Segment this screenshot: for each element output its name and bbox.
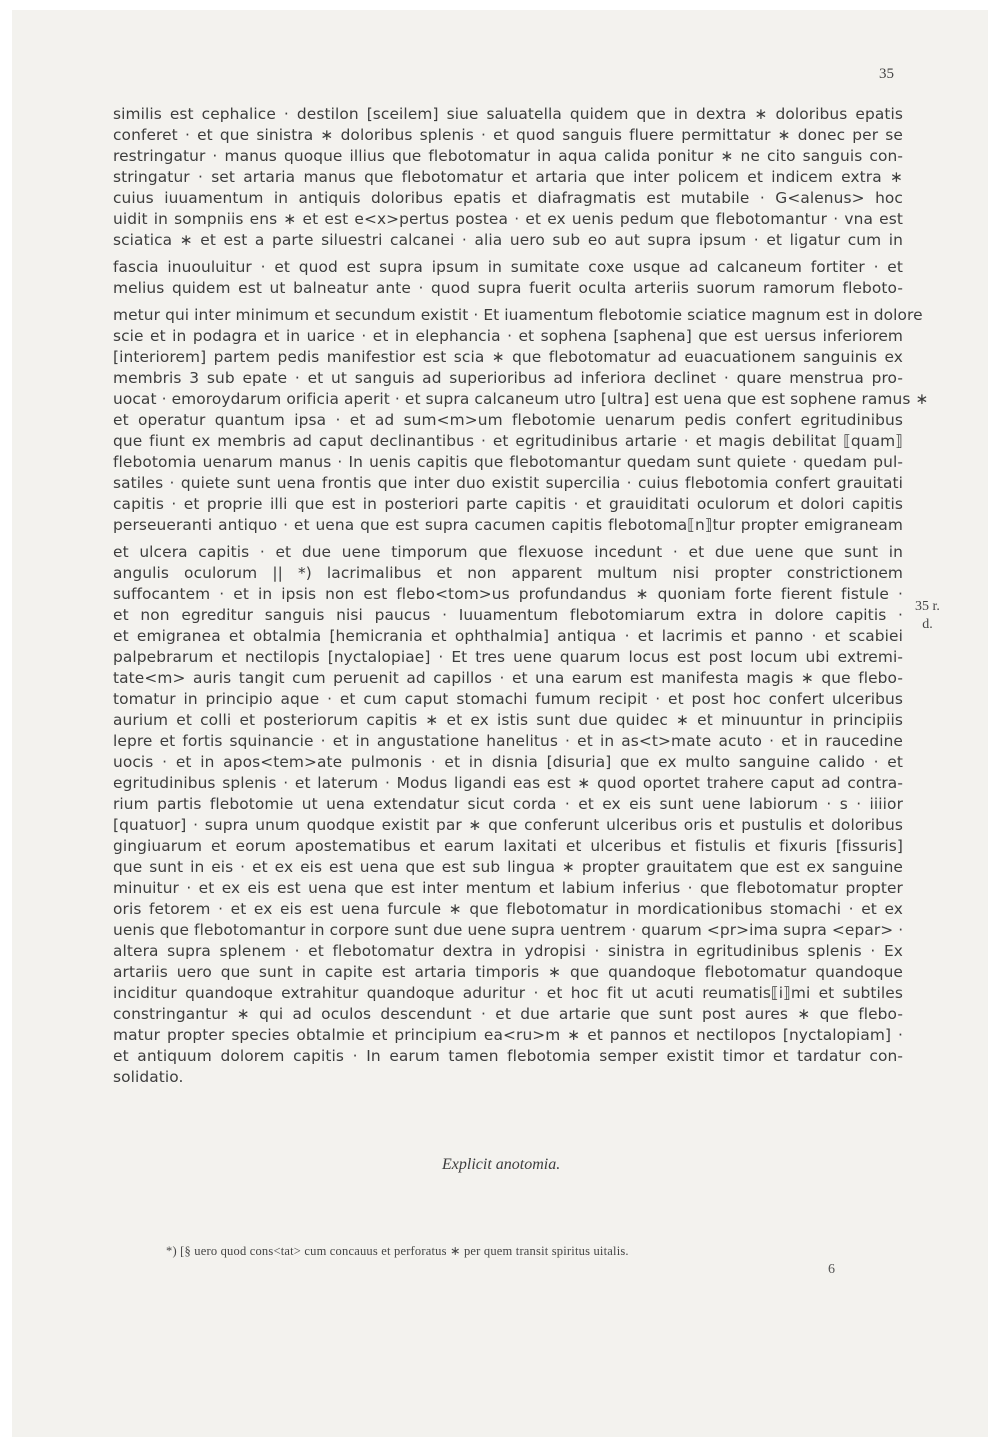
signature-mark: 6 (828, 1262, 835, 1277)
margin-note (915, 598, 940, 634)
page-number: 35 (879, 66, 894, 82)
text-line: constringantur ∗ qui ad oculos descendunt · et due artarie que sunt post aures ∗ que flebo- (113, 1005, 903, 1023)
text-line: similis est cephalice · destilon [sceilem] siue saluatella quidem que in dextra ∗ doloribus epatis (113, 105, 903, 123)
text-line: minuitur · et ex eis est uena que est inter mentum et labium inferius · que flebotomatur propter (113, 879, 903, 897)
text-line: artariis uero que sunt in capite est artaria timporis ∗ que quandoque flebotomatur quandoque (113, 963, 903, 981)
text-line: [interiorem] partem pedis manifestior est scia ∗ que flebotomatur ad euacuationem sanguinis ex (113, 348, 903, 366)
text-line: fascia inuouluitur · et quod est supra ipsum in sumitate coxe usque ad calcaneum fortiter · et (113, 258, 903, 276)
text-line: egritudinibus splenis · et laterum · Modus ligandi eas est ∗ quod oportet trahere caput ad contra- (113, 774, 903, 792)
text-line: tate<m> auris tangit cum peruenit ad capillos · et una earum est manifesta magis ∗ que flebo- (113, 669, 903, 687)
text-line: uenis que flebotomantur in corpore sunt due uene supra uentrem · quarum <pr>ima supra <epar> · (113, 921, 904, 939)
text-line: et antiquum dolorem capitis · In earum tamen flebotomia semper existit timor et tardatur con- (113, 1047, 903, 1065)
text-line: matur propter species obtalmie et principium ea<ru>m ∗ et pannos et nectilopos [nyctalopiam] · (113, 1026, 903, 1044)
explicit-heading: Explicit anotomia. (442, 1156, 561, 1173)
text-line: [quatuor] · supra unum quodque existit par ∗ que conferunt ulceribus oris et pustulis et doloribus (113, 816, 903, 834)
text-line: uocat · emoroydarum orificia aperit · et supra calcaneum utro [ultra] est uena que est sophene ramus ∗ (113, 390, 929, 408)
margin-note-side: d. (922, 617, 933, 632)
text-line: aurium et colli et posteriorum capitis ∗ et ex istis sunt due quidec ∗ et minuuntur in principiis (113, 711, 903, 729)
text-line: solidatio. (113, 1068, 184, 1086)
text-line: uocis · et in apos<tem>ate pulmonis · et in disnia [disuria] que ex multo sanguine calido · et (113, 753, 903, 771)
text-line: restringatur · manus quoque illius que flebotomatur in aqua calida ponitur ∗ ne cito sanguis con- (113, 147, 903, 165)
text-line: satiles · quiete sunt uena frontis que inter duo existit supercilia · cuius flebotomia confert grauitati (113, 474, 903, 492)
text-line: melius quidem est ut balneatur ante · quod supra fuerit oculta arteriis suorum ramorum fleboto- (113, 279, 903, 297)
text-line: et ulcera capitis · et due uene timporum que flexuose incedunt · et due uene que sunt in (113, 543, 903, 561)
text-line: scie et in podagra et in uarice · et in elephancia · et sophena [saphena] que est uersus inferiorem (113, 327, 903, 345)
text-line: flebotomia uenarum manus · In uenis capitis que flebotomantur quedam sunt quiete · quedam pul- (113, 453, 903, 471)
text-line: que sunt in eis · et ex eis est uena que est sub lingua ∗ propter grauitatem que est ex sanguine (113, 858, 903, 876)
text-line: uidit in sompniis ens ∗ et est e<x>pertus postea · et ex uenis pedum que flebotomantur · vna est (113, 210, 903, 228)
text-line: et emigranea et obtalmia [hemicrania et ophthalmia] antiqua · et lacrimis et panno · et scabiei (113, 627, 903, 645)
text-line: metur qui inter minimum et secundum existit · Et iuamentum flebotomie sciatice magnum est in dolore (113, 306, 923, 324)
text-line: oris fetorem · et ex eis est uena furcule ∗ que flebotomatur in mordicationibus stomachi · et ex (113, 900, 903, 918)
text-line: palpebrarum et nectilopis [nyctalopiae] · Et tres uene quarum locus est post locum ubi extremi- (113, 648, 903, 666)
text-line: rium partis flebotomie ut uena extendatur sicut corda · et ex eis sunt uene labiorum · s · iiiior (113, 795, 903, 813)
text-line: stringatur · set artaria manus que flebotomatur et artaria que inter policem et indicem extra ∗ (113, 168, 903, 186)
text-line: capitis · et proprie illi que est in posteriori parte capitis · et grauiditati oculorum et dolori capitis (113, 495, 903, 513)
footnote: *) [§ uero quod cons<tat> cum concauus et perforatus ∗ per quem transit spiritus uitalis. (166, 1244, 629, 1258)
text-line: angulis oculorum || *) lacrimalibus et non apparent multum nisi propter constrictionem (113, 564, 903, 582)
text-line: inciditur quandoque extrahitur quandoque aduritur · et hoc fit ut acuti reumatis⟦i⟧mi et subtiles (113, 984, 903, 1002)
text-line: perseueranti antiquo · et uena que est supra cacumen capitis flebotoma⟦n⟧tur propter emigraneam (113, 516, 903, 534)
text-line: que fiunt ex membris ad caput declinantibus · et egritudinibus artarie · et magis debilitat ⟦quam⟧ (113, 432, 903, 450)
text-line: suffocantem · et in ipsis non est flebo<tom>us profundandus ∗ quoniam forte fierent fistule · (113, 585, 903, 603)
text-line: cuius iuuamentum in antiquis doloribus epatis et diafragmatis est mutabile · G<alenus> hoc (113, 189, 903, 207)
text-line: conferet · et que sinistra ∗ doloribus splenis · et quod sanguis fluere permittatur ∗ donec per se (113, 126, 903, 144)
margin-note-folio: 35 r. (915, 599, 940, 614)
text-line: et non egreditur sanguis nisi paucus · Iuuamentum flebotomiarum extra in dolore capitis · (113, 606, 903, 624)
text-line: membris 3 sub epate · et ut sanguis ad superioribus ad inferiora declinet · quare menstrua pro- (113, 369, 903, 387)
text-line: sciatica ∗ et est a parte siluestri calcanei · alia uero sub eo aut supra ipsum · et ligatur cum in (113, 231, 903, 249)
text-line: tomatur in principio aque · et cum caput stomachi fumum recipit · et post hoc confert ulceribus (113, 690, 903, 708)
text-line: et operatur quantum ipsa · et ad sum<m>um flebotomie uenarum pedis confert egritudinibus (113, 411, 903, 429)
text-line: gingiuarum et eorum apostematibus et earum laxitati et ulceribus et fistulis et fixuris [fissuris] (113, 837, 903, 855)
text-line: altera supra splenem · et flebotomatur dextra in ydropisi · sinistra in egritudinibus splenis · Ex (113, 942, 903, 960)
text-line: lepre et fortis squinancie · et in angustatione hanelitus · et in as<t>mate acuto · et in raucedine (113, 732, 903, 750)
